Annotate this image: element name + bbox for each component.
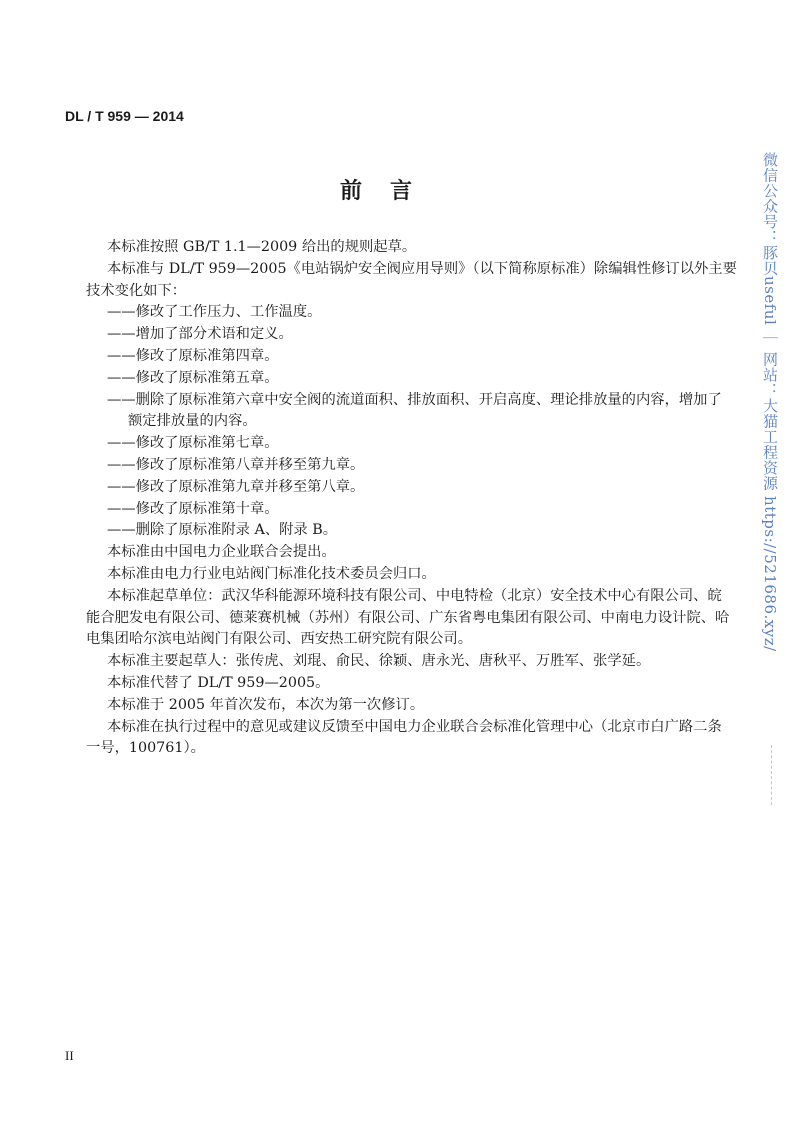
- text-line: ——修改了原标准第五章。: [107, 369, 279, 386]
- list-item: [86, 390, 722, 434]
- list-item: [86, 455, 716, 477]
- text-line: 本标准在执行过程中的意见或建议反馈至中国电力企业联合会标准化管理中心（北京市白广路二条: [107, 718, 722, 735]
- paragraph: [86, 542, 716, 564]
- text-line: ——删除了原标准附录 A、附录 B。: [107, 522, 338, 539]
- text-line: ——增加了部分术语和定义。: [107, 326, 293, 343]
- text-line: 本标准代替了 DL/T 959—2005。: [107, 674, 330, 691]
- text-line: 本标准起草单位：武汉华科能源环境科技有限公司、中电特检（北京）安全技术中心有限公司、皖: [107, 587, 722, 604]
- text-line: ——修改了原标准第七章。: [107, 435, 279, 452]
- text-line: 本标准按照 GB/T 1.1—2009 给出的规则起草。: [107, 239, 417, 255]
- text-line: 本标准由电力行业电站阀门标准化技术委员会归口。: [107, 565, 436, 582]
- text-line: ——修改了原标准第十章。: [107, 500, 279, 517]
- text-line: 本标准与 DL/T 959—2005《电站锅炉安全阀应用导则》（以下简称原标准）除编辑性修订以外主要: [107, 260, 737, 277]
- text-line: ——修改了原标准第九章并移至第八章。: [107, 478, 365, 495]
- watermark-text: 微信公众号：豚贝useful ｜ 网站：大猫工程资源 https://521686.xyz/: [761, 152, 779, 652]
- paragraph: [86, 259, 737, 303]
- text-line: ——修改了原标准第八章并移至第九章。: [107, 456, 365, 473]
- text-line: 能合肥发电有限公司、德莱赛机械（苏州）有限公司、广东省粤电集团有限公司、中南电力设计院、哈: [86, 609, 730, 626]
- text-line: ——修改了原标准第四章。: [107, 347, 279, 364]
- text-line: 本标准主要起草人：张传虎、刘琨、俞民、徐颖、唐永光、唐秋平、万胜军、张学延。: [107, 653, 651, 670]
- list-item: [86, 324, 716, 346]
- list-item: [86, 520, 716, 542]
- list-item: [86, 499, 716, 521]
- list-item: [86, 346, 716, 368]
- text-line: 一号，100761）。: [86, 740, 205, 757]
- paragraph: [86, 651, 716, 673]
- list-item: [86, 368, 716, 390]
- text-line: ——删除了原标准第六章中安全阀的流道面积、排放面积、开启高度、理论排放量的内容，增加了: [107, 391, 722, 408]
- paragraph: [86, 564, 716, 586]
- paragraph: [86, 695, 716, 717]
- page-number: II: [65, 1048, 74, 1063]
- paragraph: [86, 717, 722, 761]
- preface-body: [86, 237, 737, 760]
- list-item: [86, 433, 716, 455]
- text-line: 电集团哈尔滨电站阀门有限公司、西安热工研究院有限公司。: [86, 631, 473, 648]
- text-line: ——修改了工作压力、工作温度。: [107, 304, 322, 321]
- paragraph: [86, 586, 730, 651]
- list-item: [86, 302, 716, 324]
- text-line: 技术变化如下：: [86, 282, 187, 299]
- text-line: 本标准由中国电力企业联合会提出。: [107, 544, 336, 561]
- page-title: 前言: [339, 179, 440, 204]
- list-item: [86, 477, 716, 499]
- text-line: 额定排放量的内容。: [128, 413, 257, 430]
- document-header-code: DL / T 959 — 2014: [65, 108, 184, 124]
- paragraph: [86, 673, 716, 695]
- text-line: 本标准于 2005 年首次发布，本次为第一次修订。: [107, 696, 425, 713]
- paragraph: [86, 237, 716, 259]
- watermark-divider: [771, 745, 773, 805]
